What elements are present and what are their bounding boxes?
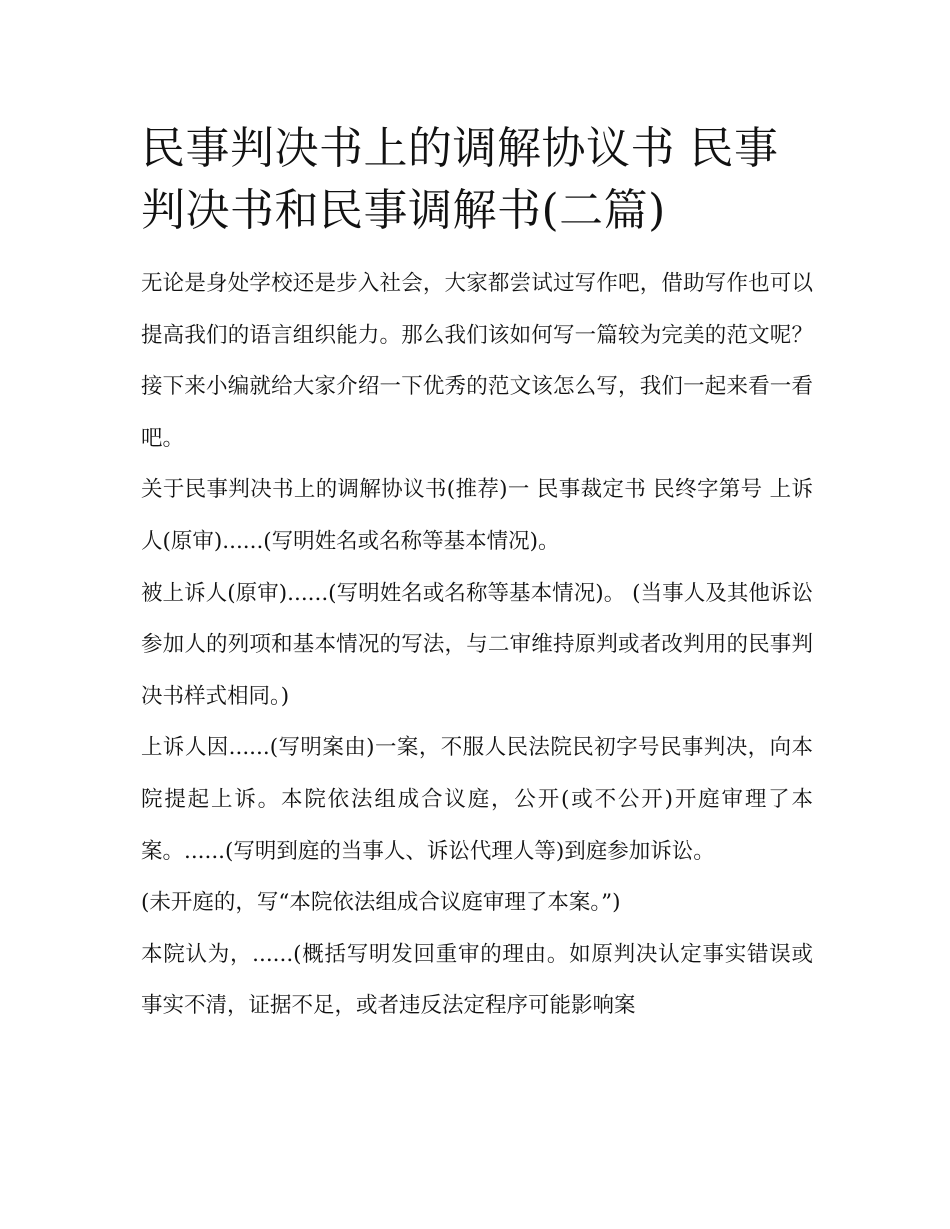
paragraph-no-hearing-note: (未开庭的，写“本院依法组成合议庭审理了本案。”) [141, 890, 621, 916]
paragraph-appeal-facts: 上诉人因......(写明案由)一案，不服人民法院民初字号民事判决，向本院提起上诉。本院依法组成合议庭，公开(或不公开)开庭审理了本案。......(写明到庭的当事人、诉讼代理人等)到庭参加诉讼。 [141, 735, 813, 864]
document-title: 民事判决书上的调解协议书 民事判决书和民事调解书(二篇) [141, 123, 779, 236]
document-body [141, 118, 813, 1032]
paragraph-heading-ruling: 关于民事判决书上的调解协议书(推荐)一 民事裁定书 民终字第号 上诉人(原审)......(写明姓名或名称等基本情况)。 [141, 477, 813, 554]
paragraph-court-opinion: 本院认为，......(概括写明发回重审的理由。如原判决认定事实错误或事实不清，证据不足，或者违反法定程序可能影响案 [141, 941, 813, 1019]
paragraph-intro: 无论是身处学校还是步入社会，大家都尝试过写作吧，借助写作也可以提高我们的语言组织能力。那么我们该如何写一篇较为完美的范文呢？接下来小编就给大家介绍一下优秀的范文该怎么写，我们一起来看一看吧。 [141, 271, 813, 451]
paragraph-appellee: 被上诉人(原审)......(写明姓名或名称等基本情况)。 (当事人及其他诉讼参加人的列项和基本情况的写法，与二审维持原判或者改判用的民事判决书样式相同。) [141, 580, 813, 709]
